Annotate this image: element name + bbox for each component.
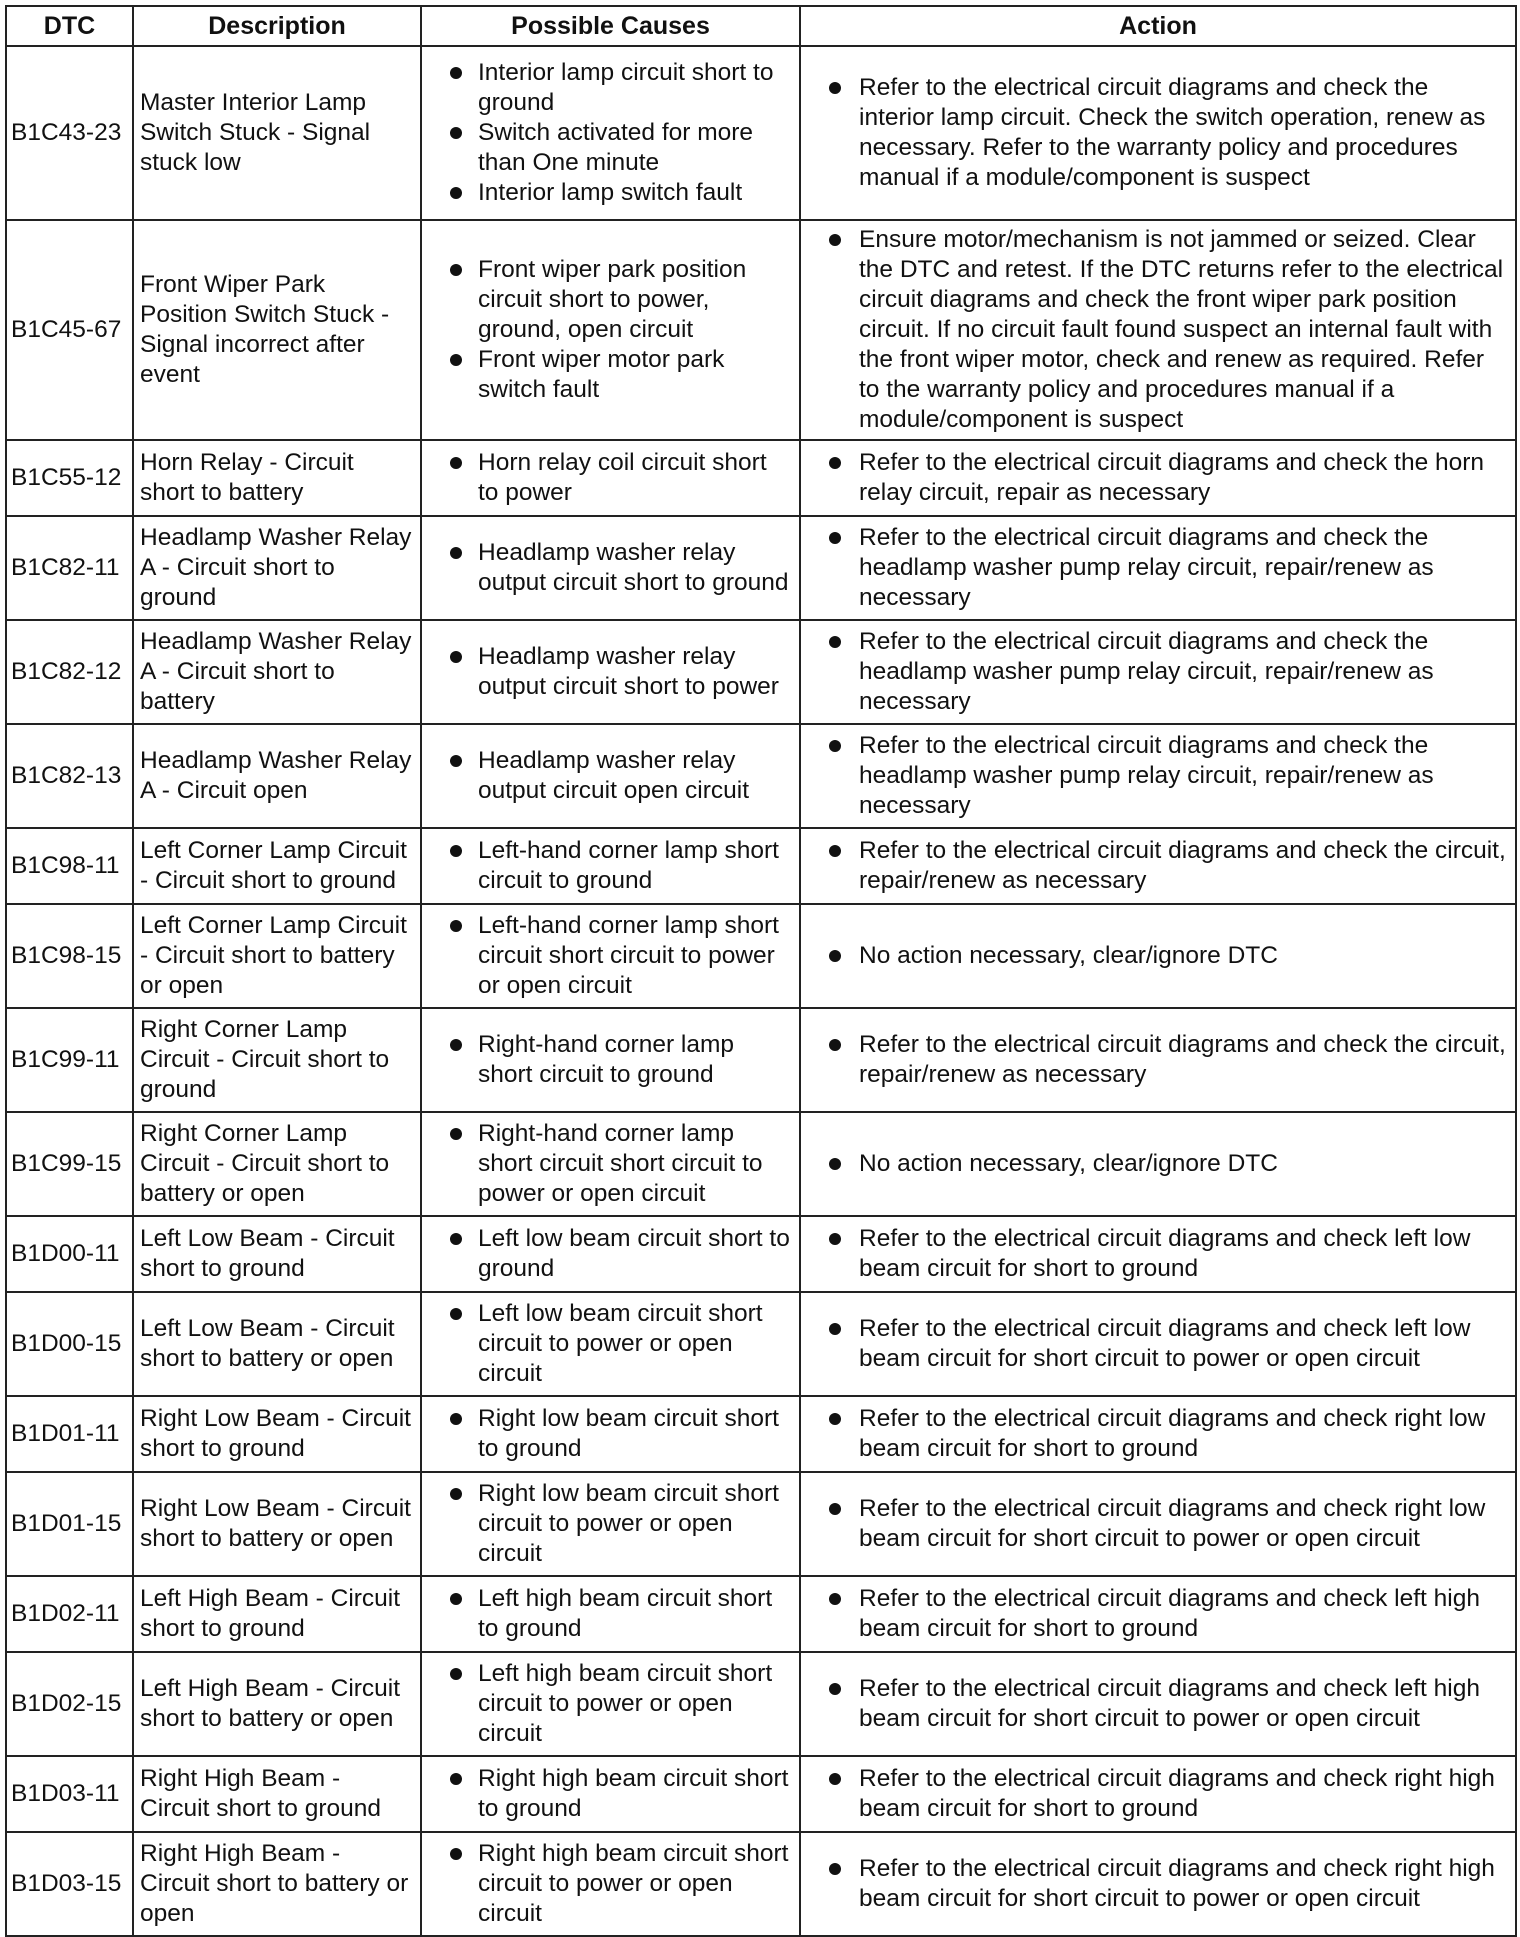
table-row <box>6 620 1516 724</box>
dtc-code: B1D01-11 <box>6 1396 133 1472</box>
dtc-table <box>5 5 1517 1937</box>
causes-list <box>428 1479 793 1569</box>
action <box>800 516 1516 620</box>
dtc-description: Horn Relay - Circuit short to battery <box>133 440 421 516</box>
table-row <box>6 1576 1516 1652</box>
possible-causes <box>421 1652 800 1756</box>
action-item: Refer to the electrical circuit diagrams and check left high beam circuit for short to ground <box>807 1584 1509 1644</box>
possible-causes <box>421 904 800 1008</box>
cause-item: Left high beam circuit short circuit to power or open circuit <box>428 1659 793 1749</box>
dtc-description: Left High Beam - Circuit short to ground <box>133 1576 421 1652</box>
dtc-description: Right High Beam - Circuit short to ground <box>133 1756 421 1832</box>
action-item: Ensure motor/mechanism is not jammed or seized. Clear the DTC and retest. If the DTC returns refer to the electrical circuit diagrams and check the front wiper park position circuit. If no circuit fault found suspect an internal fault with the front wiper motor, check and renew as required. Refer to the warranty policy and procedures manual if a module/component is suspect <box>807 225 1509 435</box>
possible-causes <box>421 1216 800 1292</box>
table-row <box>6 828 1516 904</box>
dtc-code: B1C55-12 <box>6 440 133 516</box>
table-row <box>6 724 1516 828</box>
dtc-description: Headlamp Washer Relay A - Circuit short to ground <box>133 516 421 620</box>
dtc-description: Master Interior Lamp Switch Stuck - Signal stuck low <box>133 46 421 220</box>
causes-list <box>428 1119 793 1209</box>
table-row <box>6 1216 1516 1292</box>
causes-list <box>428 1299 793 1389</box>
possible-causes <box>421 516 800 620</box>
action-list <box>807 941 1509 971</box>
cause-item: Left-hand corner lamp short circuit to ground <box>428 836 793 896</box>
possible-causes <box>421 220 800 440</box>
dtc-code: B1D03-11 <box>6 1756 133 1832</box>
cause-item: Left low beam circuit short to ground <box>428 1224 793 1284</box>
action <box>800 220 1516 440</box>
action-item: Refer to the electrical circuit diagrams and check right low beam circuit for short circuit to power or open circuit <box>807 1494 1509 1554</box>
action-list <box>807 1149 1509 1179</box>
possible-causes <box>421 1756 800 1832</box>
cause-item: Headlamp washer relay output circuit open circuit <box>428 746 793 806</box>
causes-list <box>428 642 793 702</box>
action-list <box>807 731 1509 821</box>
table-row <box>6 1832 1516 1936</box>
dtc-code: B1C99-15 <box>6 1112 133 1216</box>
action-item: Refer to the electrical circuit diagrams and check left low beam circuit for short to ground <box>807 1224 1509 1284</box>
action-item: No action necessary, clear/ignore DTC <box>807 1149 1509 1179</box>
causes-list <box>428 746 793 806</box>
action-list <box>807 1584 1509 1644</box>
action <box>800 1472 1516 1576</box>
dtc-code: B1C45-67 <box>6 220 133 440</box>
dtc-code: B1C82-13 <box>6 724 133 828</box>
cause-item: Right high beam circuit short circuit to power or open circuit <box>428 1839 793 1929</box>
causes-list <box>428 538 793 598</box>
action-item: Refer to the electrical circuit diagrams and check the headlamp washer pump relay circuit, repair/renew as necessary <box>807 627 1509 717</box>
possible-causes <box>421 1396 800 1472</box>
dtc-code: B1D03-15 <box>6 1832 133 1936</box>
action <box>800 1292 1516 1396</box>
action-list <box>807 1314 1509 1374</box>
causes-list <box>428 58 793 208</box>
action <box>800 828 1516 904</box>
dtc-description: Right Low Beam - Circuit short to battery or open <box>133 1472 421 1576</box>
possible-causes <box>421 440 800 516</box>
action <box>800 1112 1516 1216</box>
action <box>800 904 1516 1008</box>
action <box>800 620 1516 724</box>
header-possible-causes: Possible Causes <box>421 6 800 46</box>
possible-causes <box>421 1472 800 1576</box>
dtc-code: B1C82-12 <box>6 620 133 724</box>
causes-list <box>428 1839 793 1929</box>
action-item: Refer to the electrical circuit diagrams and check the headlamp washer pump relay circuit, repair/renew as necessary <box>807 523 1509 613</box>
causes-list <box>428 255 793 405</box>
action <box>800 1008 1516 1112</box>
cause-item: Left high beam circuit short to ground <box>428 1584 793 1644</box>
header-description: Description <box>133 6 421 46</box>
possible-causes <box>421 828 800 904</box>
possible-causes <box>421 1112 800 1216</box>
possible-causes <box>421 1576 800 1652</box>
dtc-code: B1C82-11 <box>6 516 133 620</box>
dtc-code: B1C43-23 <box>6 46 133 220</box>
action-item: Refer to the electrical circuit diagrams and check the headlamp washer pump relay circuit, repair/renew as necessary <box>807 731 1509 821</box>
table-row <box>6 1112 1516 1216</box>
possible-causes <box>421 724 800 828</box>
cause-item: Right low beam circuit short to ground <box>428 1404 793 1464</box>
causes-list <box>428 1224 793 1284</box>
causes-list <box>428 1764 793 1824</box>
dtc-description: Left Corner Lamp Circuit - Circuit short to battery or open <box>133 904 421 1008</box>
action-item: Refer to the electrical circuit diagrams and check right high beam circuit for short circuit to power or open circuit <box>807 1854 1509 1914</box>
cause-item: Interior lamp switch fault <box>428 178 793 208</box>
cause-item: Right-hand corner lamp short circuit to ground <box>428 1030 793 1090</box>
action-list <box>807 1764 1509 1824</box>
action-list <box>807 1854 1509 1914</box>
action-list <box>807 1674 1509 1734</box>
table-row <box>6 220 1516 440</box>
table-row <box>6 1756 1516 1832</box>
action <box>800 1576 1516 1652</box>
causes-list <box>428 1030 793 1090</box>
action <box>800 724 1516 828</box>
cause-item: Left-hand corner lamp short circuit short circuit to power or open circuit <box>428 911 793 1001</box>
possible-causes <box>421 1292 800 1396</box>
action-list <box>807 1030 1509 1090</box>
table-row <box>6 1472 1516 1576</box>
dtc-description: Headlamp Washer Relay A - Circuit short to battery <box>133 620 421 724</box>
cause-item: Interior lamp circuit short to ground <box>428 58 793 118</box>
cause-item: Right-hand corner lamp short circuit short circuit to power or open circuit <box>428 1119 793 1209</box>
causes-list <box>428 448 793 508</box>
table-row <box>6 440 1516 516</box>
action <box>800 1756 1516 1832</box>
cause-item: Front wiper motor park switch fault <box>428 345 793 405</box>
cause-item: Right high beam circuit short to ground <box>428 1764 793 1824</box>
action-list <box>807 1224 1509 1284</box>
table-row <box>6 1396 1516 1472</box>
action-item: Refer to the electrical circuit diagrams and check right high beam circuit for short to ground <box>807 1764 1509 1824</box>
dtc-description: Left Corner Lamp Circuit - Circuit short to ground <box>133 828 421 904</box>
cause-item: Switch activated for more than One minute <box>428 118 793 178</box>
dtc-description: Right Corner Lamp Circuit - Circuit short to battery or open <box>133 1112 421 1216</box>
action-item: Refer to the electrical circuit diagrams and check left low beam circuit for short circuit to power or open circuit <box>807 1314 1509 1374</box>
header-action: Action <box>800 6 1516 46</box>
cause-item: Horn relay coil circuit short to power <box>428 448 793 508</box>
dtc-code: B1D02-15 <box>6 1652 133 1756</box>
dtc-code: B1C98-15 <box>6 904 133 1008</box>
action-item: Refer to the electrical circuit diagrams and check right low beam circuit for short to ground <box>807 1404 1509 1464</box>
action <box>800 46 1516 220</box>
possible-causes <box>421 620 800 724</box>
causes-list <box>428 836 793 896</box>
causes-list <box>428 1404 793 1464</box>
dtc-code: B1D00-15 <box>6 1292 133 1396</box>
dtc-code: B1D00-11 <box>6 1216 133 1292</box>
dtc-code: B1D01-15 <box>6 1472 133 1576</box>
table-row <box>6 1292 1516 1396</box>
dtc-description: Headlamp Washer Relay A - Circuit open <box>133 724 421 828</box>
dtc-description: Left Low Beam - Circuit short to ground <box>133 1216 421 1292</box>
dtc-description: Front Wiper Park Position Switch Stuck - Signal incorrect after event <box>133 220 421 440</box>
action <box>800 1652 1516 1756</box>
possible-causes <box>421 1832 800 1936</box>
cause-item: Headlamp washer relay output circuit short to ground <box>428 538 793 598</box>
action <box>800 440 1516 516</box>
action-list <box>807 448 1509 508</box>
causes-list <box>428 911 793 1001</box>
table-row <box>6 904 1516 1008</box>
action <box>800 1216 1516 1292</box>
action-item: Refer to the electrical circuit diagrams and check the interior lamp circuit. Check the switch operation, renew as necessary. Refer to the warranty policy and procedures manual if a module/component is suspect <box>807 73 1509 193</box>
table-row <box>6 1652 1516 1756</box>
action-list <box>807 836 1509 896</box>
action-item: Refer to the electrical circuit diagrams and check the circuit, repair/renew as necessary <box>807 1030 1509 1090</box>
action-list <box>807 73 1509 193</box>
action-item: Refer to the electrical circuit diagrams and check left high beam circuit for short circuit to power or open circuit <box>807 1674 1509 1734</box>
action-item: No action necessary, clear/ignore DTC <box>807 941 1509 971</box>
action-list <box>807 1494 1509 1554</box>
table-row <box>6 46 1516 220</box>
dtc-code: B1C98-11 <box>6 828 133 904</box>
causes-list <box>428 1659 793 1749</box>
dtc-description: Right Corner Lamp Circuit - Circuit short to ground <box>133 1008 421 1112</box>
action-list <box>807 1404 1509 1464</box>
dtc-code: B1C99-11 <box>6 1008 133 1112</box>
header-dtc: DTC <box>6 6 133 46</box>
cause-item: Left low beam circuit short circuit to power or open circuit <box>428 1299 793 1389</box>
cause-item: Headlamp washer relay output circuit short to power <box>428 642 793 702</box>
action-list <box>807 627 1509 717</box>
action <box>800 1396 1516 1472</box>
action-list <box>807 523 1509 613</box>
action-item: Refer to the electrical circuit diagrams and check the horn relay circuit, repair as necessary <box>807 448 1509 508</box>
possible-causes <box>421 1008 800 1112</box>
dtc-description: Right High Beam - Circuit short to battery or open <box>133 1832 421 1936</box>
possible-causes <box>421 46 800 220</box>
cause-item: Front wiper park position circuit short to power, ground, open circuit <box>428 255 793 345</box>
action <box>800 1832 1516 1936</box>
action-list <box>807 225 1509 435</box>
dtc-code: B1D02-11 <box>6 1576 133 1652</box>
header-row <box>6 6 1516 46</box>
causes-list <box>428 1584 793 1644</box>
action-item: Refer to the electrical circuit diagrams and check the circuit, repair/renew as necessary <box>807 836 1509 896</box>
dtc-description: Left High Beam - Circuit short to battery or open <box>133 1652 421 1756</box>
cause-item: Right low beam circuit short circuit to power or open circuit <box>428 1479 793 1569</box>
table-row <box>6 516 1516 620</box>
dtc-description: Left Low Beam - Circuit short to battery or open <box>133 1292 421 1396</box>
dtc-description: Right Low Beam - Circuit short to ground <box>133 1396 421 1472</box>
table-row <box>6 1008 1516 1112</box>
